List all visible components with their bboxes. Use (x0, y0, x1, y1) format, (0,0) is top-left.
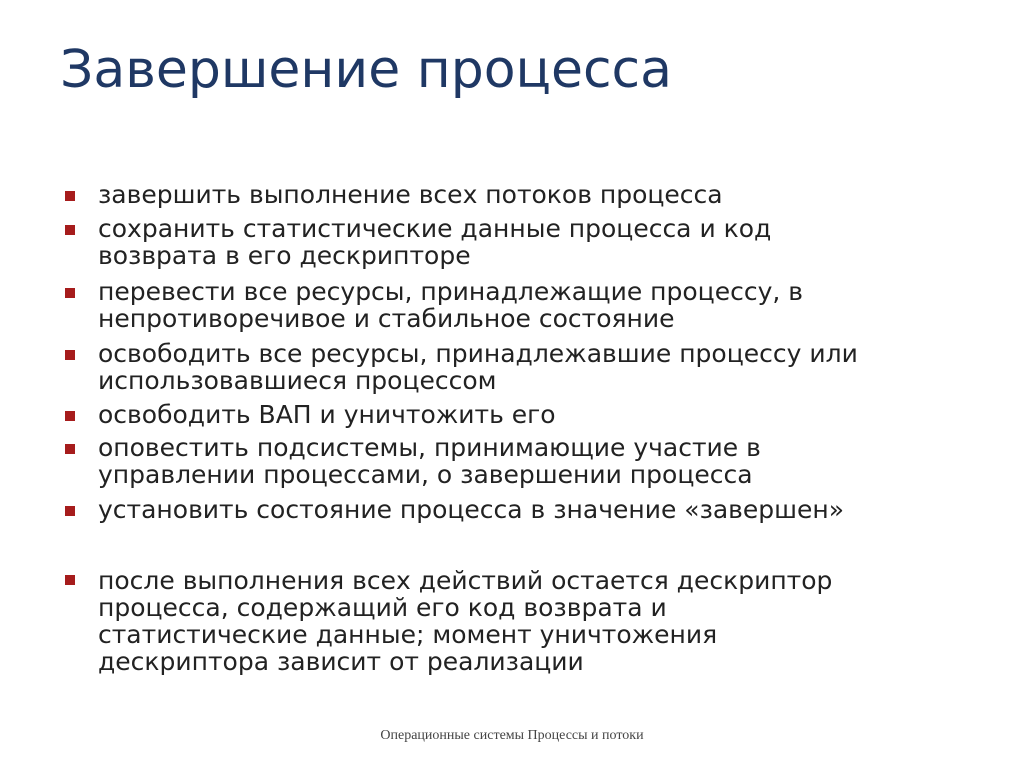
bullet-text (98, 278, 978, 332)
bullet-line: оповестить подсистемы, принимающие участие в (98, 433, 761, 462)
slide-footer: Операционные системы Процессы и потоки (380, 728, 644, 743)
bullet-line: завершить выполнение всех потоков процесса (98, 180, 723, 209)
bullet-line: перевести все ресурсы, принадлежащие процессу, в (98, 277, 803, 306)
square-bullet-icon (65, 411, 75, 421)
bullet-line: процесса, содержащий его код возврата и (98, 593, 667, 622)
bullet-text (98, 215, 978, 269)
square-bullet-icon (65, 350, 75, 360)
bullet-text (98, 496, 978, 523)
square-bullet-icon (65, 506, 75, 516)
bullet-text (98, 567, 978, 675)
bullet-text (98, 340, 978, 394)
bullet-line: управлении процессами, о завершении процесса (98, 460, 753, 489)
square-bullet-icon (65, 575, 75, 585)
bullet-line: возврата в его дескрипторе (98, 241, 471, 270)
square-bullet-icon (65, 191, 75, 201)
square-bullet-icon (65, 444, 75, 454)
bullet-line: использовавшиеся процессом (98, 366, 497, 395)
bullet-line: освободить все ресурсы, принадлежавшие процессу или (98, 339, 858, 368)
bullet-line: после выполнения всех действий остается дескриптор (98, 566, 833, 595)
slide-title: Завершение процесса (60, 40, 672, 100)
bullet-line: непротиворечивое и стабильное состояние (98, 304, 675, 333)
bullet-line: сохранить статистические данные процесса и код (98, 214, 772, 243)
bullet-line: дескриптора зависит от реализации (98, 647, 584, 676)
bullet-line: статистические данные; момент уничтожения (98, 620, 718, 649)
bullet-text (98, 181, 978, 208)
square-bullet-icon (65, 225, 75, 235)
bullet-line: освободить ВАП и уничтожить его (98, 400, 556, 429)
bullet-line: установить состояние процесса в значение «завершен» (98, 495, 845, 524)
square-bullet-icon (65, 288, 75, 298)
bullet-text (98, 401, 978, 428)
bullet-text (98, 434, 978, 488)
